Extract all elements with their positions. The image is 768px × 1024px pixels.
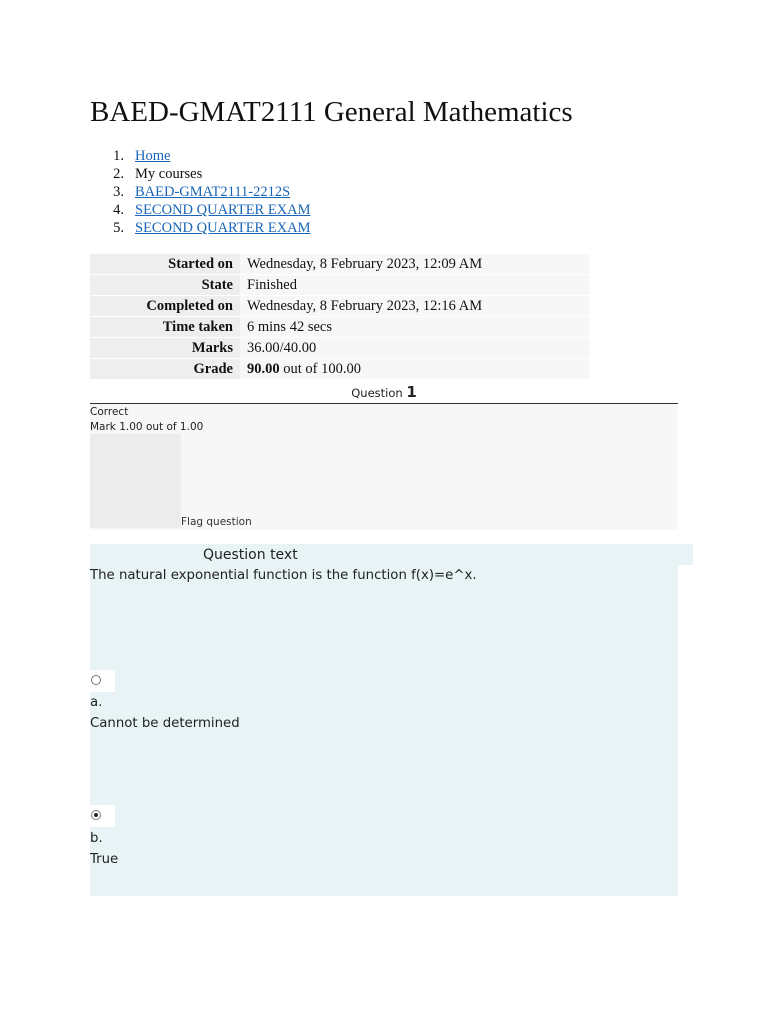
question-text: The natural exponential function is the function f(x)=e^x. [90, 568, 477, 583]
summary-row-state [90, 275, 590, 296]
question-state: Correct [90, 406, 129, 418]
breadcrumb-item-exam-section[interactable] [90, 201, 311, 219]
question-text-label: Question text [203, 547, 298, 563]
breadcrumb-link-exam-section[interactable]: SECOND QUARTER EXAM [135, 202, 311, 218]
grade-score: 90.00 [247, 361, 280, 377]
answer-b-letter: b. [90, 831, 103, 846]
summary-row-marks [90, 338, 590, 359]
breadcrumb-link-home[interactable]: Home [135, 148, 171, 164]
summary-label: Grade [90, 359, 240, 380]
summary-label: Started on [90, 254, 240, 275]
summary-row-started-on [90, 254, 590, 275]
breadcrumb-item-exam[interactable] [90, 219, 311, 237]
answer-b-label: True [90, 852, 119, 867]
question-info-panel [90, 404, 678, 530]
answer-a-label: Cannot be determined [90, 716, 240, 731]
summary-row-completed-on [90, 296, 590, 317]
breadcrumb-item-course[interactable] [90, 183, 311, 201]
page-title: BAED-GMAT2111 General Mathematics [90, 96, 573, 128]
summary-row-grade [90, 359, 590, 380]
grade-out-of: out of 100.00 [279, 361, 361, 377]
question-text-header [90, 544, 693, 565]
summary-label: State [90, 275, 240, 296]
answer-b-radio[interactable] [91, 810, 101, 820]
answer-a-letter: a. [90, 695, 103, 710]
summary-value: 6 mins 42 secs [240, 317, 590, 338]
answer-b-radio-cell [90, 805, 115, 827]
breadcrumb-link-exam[interactable]: SECOND QUARTER EXAM [135, 220, 311, 236]
breadcrumb-number: 1. [113, 148, 124, 164]
breadcrumb [90, 147, 311, 237]
question-mark: Mark 1.00 out of 1.00 [90, 421, 204, 433]
summary-value: Finished [240, 275, 590, 296]
question-heading [90, 383, 678, 402]
attempt-summary-table [90, 254, 590, 380]
question-content [90, 565, 678, 896]
answer-a-radio-cell [90, 670, 115, 692]
summary-value: Wednesday, 8 February 2023, 12:09 AM [240, 254, 590, 275]
question-heading-label: Question [351, 386, 407, 400]
summary-label: Completed on [90, 296, 240, 317]
summary-value: 36.00/40.00 [240, 338, 590, 359]
answer-a-radio[interactable] [91, 675, 101, 685]
summary-label: Marks [90, 338, 240, 359]
summary-label: Time taken [90, 317, 240, 338]
breadcrumb-item-my-courses [90, 165, 311, 183]
flag-question-link[interactable]: Flag question [181, 516, 252, 528]
breadcrumb-number: 4. [113, 202, 124, 218]
breadcrumb-link-course[interactable]: BAED-GMAT2111-2212S [135, 184, 291, 200]
breadcrumb-text-my-courses: My courses [135, 166, 203, 182]
breadcrumb-number: 3. [113, 184, 124, 200]
flag-icon[interactable] [90, 434, 181, 528]
breadcrumb-item-home[interactable] [90, 147, 311, 165]
summary-value: Wednesday, 8 February 2023, 12:16 AM [240, 296, 590, 317]
question-number: 1 [406, 383, 417, 401]
summary-value [240, 359, 590, 380]
breadcrumb-number: 5. [113, 220, 124, 236]
summary-row-time-taken [90, 317, 590, 338]
breadcrumb-number: 2. [113, 166, 124, 182]
